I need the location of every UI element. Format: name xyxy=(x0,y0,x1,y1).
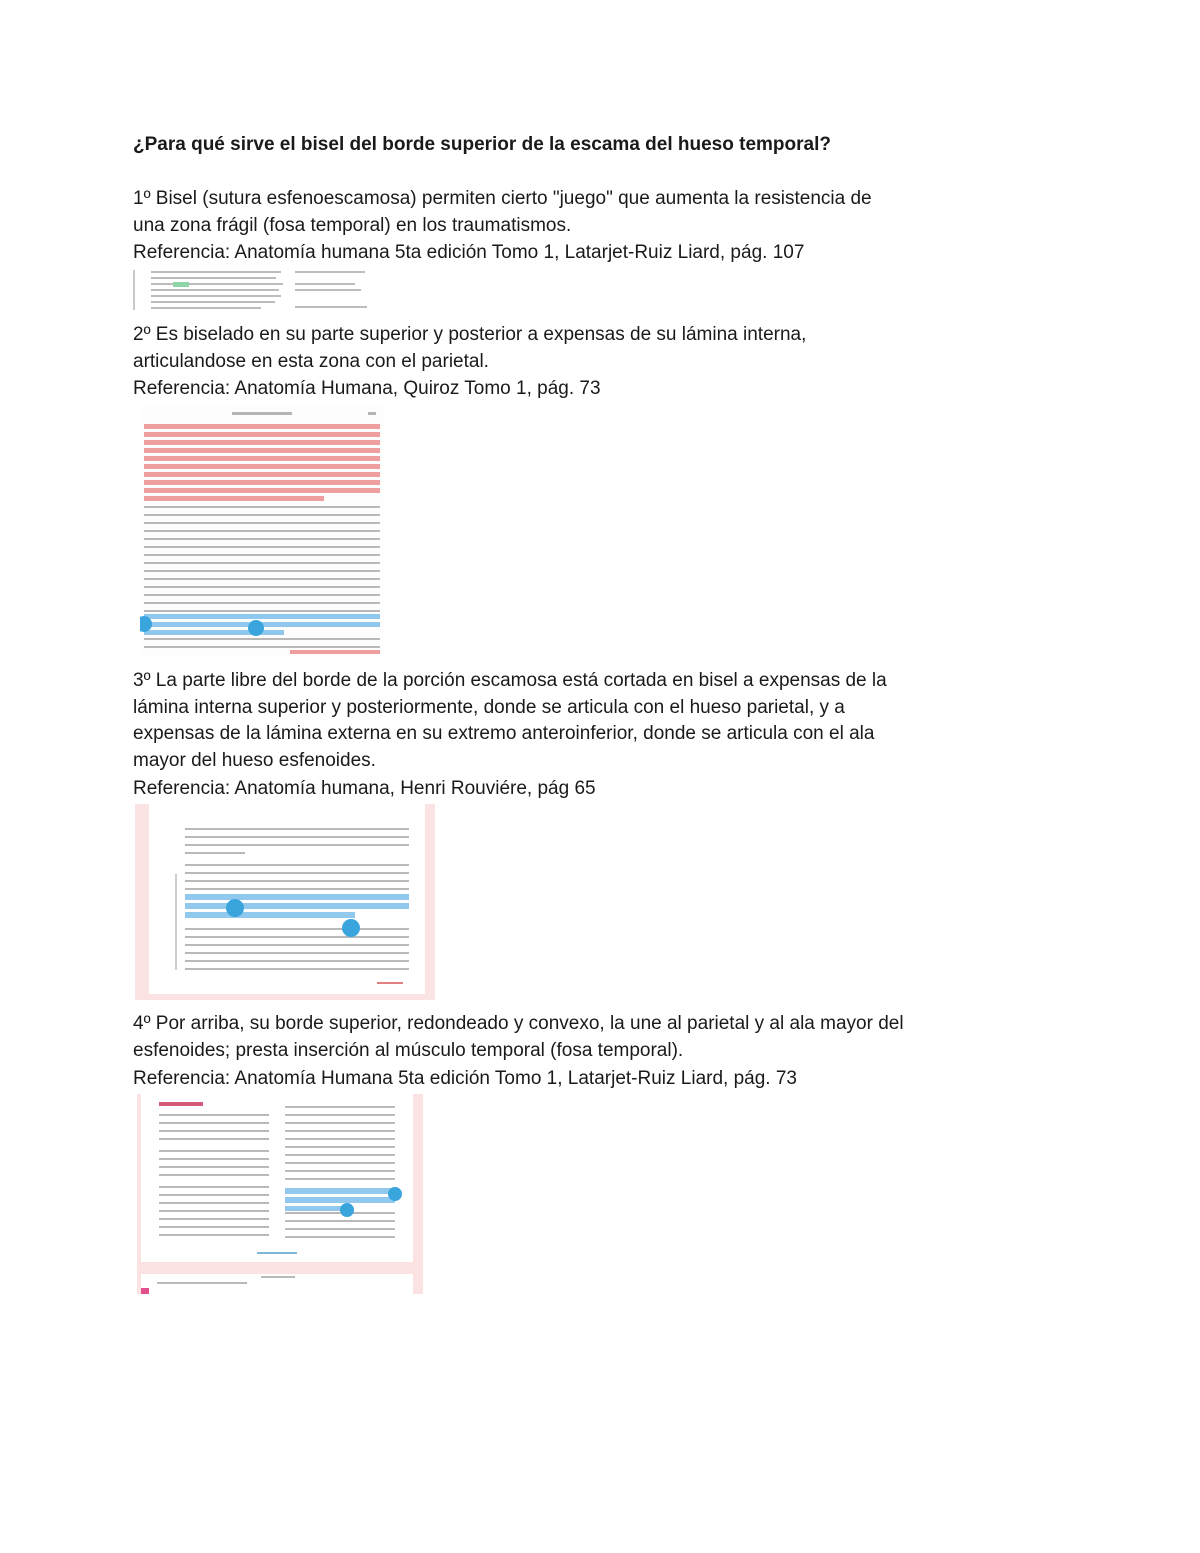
answer-4-reference: Referencia: Anatomía Humana 5ta edición Tomo 1, Latarjet-Ruiz Liard, pág. 73 xyxy=(133,1068,797,1089)
answer-2-line-1: 2º Es biselado en su parte superior y posterior a expensas de su lámina interna, xyxy=(133,324,807,345)
answer-1-line-1: 1º Bisel (sutura esfenoescamosa) permiten cierto "juego" que aumenta la resistencia de xyxy=(133,188,872,209)
answer-3-line-1: 3º La parte libre del borde de la porción escamosa está cortada en bisel a expensas de la xyxy=(133,670,887,691)
answer-3-reference: Referencia: Anatomía humana, Henri Rouviére, pág 65 xyxy=(133,778,596,799)
question-heading: ¿Para qué sirve el bisel del borde superior de la escama del hueso temporal? xyxy=(133,134,831,155)
answer-1-scan-graphic xyxy=(133,266,373,312)
answer-3-scan-image xyxy=(135,804,435,1000)
answer-2-reference: Referencia: Anatomía Humana, Quiroz Tomo 1, pág. 73 xyxy=(133,378,601,399)
answer-4-line-1: 4º Por arriba, su borde superior, redondeado y convexo, la une al parietal y al ala mayor del xyxy=(133,1013,904,1034)
answer-1-reference: Referencia: Anatomía humana 5ta edición Tomo 1, Latarjet-Ruiz Liard, pág. 107 xyxy=(133,242,805,263)
answer-3 xyxy=(133,668,993,774)
answer-3-line-2: lámina interna superior y posteriormente, donde se articula con el hueso parietal, y a xyxy=(133,696,845,718)
answer-3-scan-graphic xyxy=(135,804,435,1000)
answer-4-scan-image xyxy=(137,1094,423,1294)
answer-2 xyxy=(133,322,993,375)
answer-2-scan-graphic xyxy=(140,406,384,656)
answer-4-line-2: esfenoides; presta inserción al músculo temporal (fosa temporal). xyxy=(133,1039,684,1061)
answer-3-line-3: expensas de la lámina externa en su extremo anteroinferior, donde se articula con el ala xyxy=(133,723,875,745)
answer-4 xyxy=(133,1011,993,1064)
answer-4-scan-graphic xyxy=(137,1094,423,1294)
answer-3-line-4: mayor del hueso esfenoides. xyxy=(133,749,376,771)
answer-1-scan-image xyxy=(133,266,373,312)
answer-1-line-2: una zona frágil (fosa temporal) en los traumatismos. xyxy=(133,214,572,236)
answer-1 xyxy=(133,186,993,239)
answer-2-scan-image xyxy=(140,406,384,656)
answer-2-line-2: articulandose en esta zona con el parietal. xyxy=(133,350,489,372)
